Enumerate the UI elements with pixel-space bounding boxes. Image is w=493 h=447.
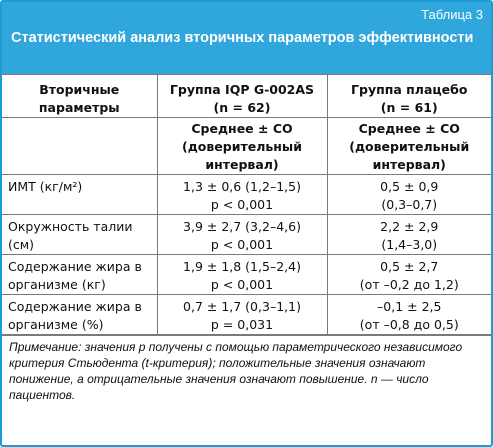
table-row xyxy=(2,215,491,255)
column-header-parameters xyxy=(2,75,157,118)
data-table xyxy=(2,74,491,335)
table-header xyxy=(2,2,491,74)
table-note: Примечание: значения p получены с помощью параметрического независимого критерия Стьюдента (t-критерия); положительные значения означают понижение, а отрицательные значения означают повышение. n — число пациентов. xyxy=(2,335,491,403)
subheader-line: Среднее ± СО xyxy=(358,121,460,136)
column-header-placebo xyxy=(327,75,491,118)
header-line: Группа плацебо xyxy=(351,82,468,97)
subheader-line: интервал) xyxy=(205,157,279,172)
param-cell xyxy=(2,175,157,215)
subheader-row xyxy=(2,118,491,175)
group-p-value: p = 0,031 xyxy=(210,317,274,332)
group-p-value: p < 0,001 xyxy=(210,277,274,292)
param-cell xyxy=(2,255,157,295)
header-line: Группа IQP G-002AS xyxy=(169,82,315,97)
placebo-interval: (1,4–3,0) xyxy=(381,237,438,252)
table-row xyxy=(2,175,491,215)
param-text: (см) xyxy=(8,237,35,252)
param-text: Окружность талии xyxy=(8,219,133,234)
placebo-interval: (от –0,8 до 0,5) xyxy=(359,317,459,332)
header-line: (n = 61) xyxy=(380,100,438,115)
placebo-value: 0,5 ± 0,9 xyxy=(380,179,439,194)
param-cell xyxy=(2,295,157,335)
group-p-value: p < 0,001 xyxy=(210,237,274,252)
header-line: Вторичные xyxy=(39,82,120,97)
group-cell xyxy=(157,215,327,255)
column-header-row xyxy=(2,75,491,118)
group-p-value: p < 0,001 xyxy=(210,197,274,212)
placebo-interval: (0,3–0,7) xyxy=(381,197,438,212)
placebo-value: 0,5 ± 2,7 xyxy=(380,259,439,274)
group-value: 3,9 ± 2,7 (3,2–4,6) xyxy=(183,219,301,234)
group-value: 1,3 ± 0,6 (1,2–1,5) xyxy=(183,179,301,194)
table-title: Статистический анализ вторичных параметров эффективности xyxy=(11,30,474,46)
placebo-cell xyxy=(327,175,491,215)
placebo-cell xyxy=(327,295,491,335)
group-cell xyxy=(157,295,327,335)
group-cell xyxy=(157,175,327,215)
group-value: 1,9 ± 1,8 (1,5–2,4) xyxy=(183,259,301,274)
subheader-line: (доверительный xyxy=(349,139,470,154)
placebo-cell xyxy=(327,255,491,295)
param-text: Содержание жира в xyxy=(8,299,142,314)
param-text: организме (%) xyxy=(8,317,104,332)
subheader-empty xyxy=(2,118,157,175)
subheader-group xyxy=(157,118,327,175)
param-text: Содержание жира в xyxy=(8,259,142,274)
subheader-line: интервал) xyxy=(372,157,446,172)
table-number: Таблица 3 xyxy=(421,7,483,22)
group-cell xyxy=(157,255,327,295)
placebo-interval: (от –0,2 до 1,2) xyxy=(359,277,459,292)
param-text: ИМТ (кг/м²) xyxy=(8,179,83,194)
table-row xyxy=(2,295,491,335)
placebo-value: –0,1 ± 2,5 xyxy=(377,299,442,314)
param-text: организме (кг) xyxy=(8,277,106,292)
placebo-cell xyxy=(327,215,491,255)
header-line: (n = 62) xyxy=(213,100,271,115)
subheader-line: Среднее ± СО xyxy=(191,121,293,136)
placebo-value: 2,2 ± 2,9 xyxy=(380,219,439,234)
header-line: параметры xyxy=(38,100,120,115)
group-value: 0,7 ± 1,7 (0,3–1,1) xyxy=(183,299,301,314)
subheader-placebo xyxy=(327,118,491,175)
column-header-group xyxy=(157,75,327,118)
param-cell xyxy=(2,215,157,255)
subheader-line: (доверительный xyxy=(182,139,302,154)
table-row xyxy=(2,255,491,295)
